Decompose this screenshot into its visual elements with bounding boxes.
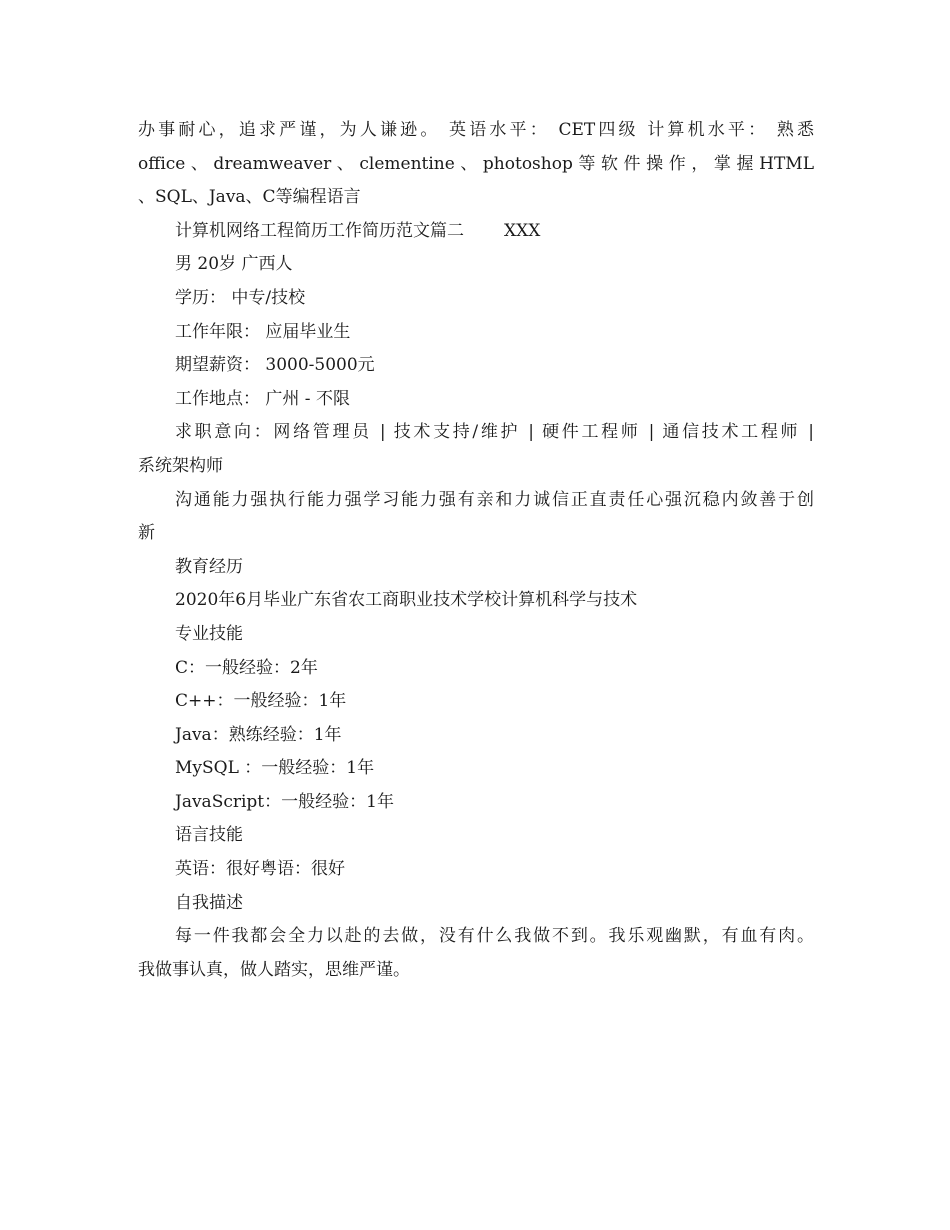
job-intention-line-2: 系统架构师	[138, 455, 223, 476]
traits-line-1: 沟通能力强执行能力强学习能力强有亲和力诚信正直责任心强沉稳内敛善于创	[175, 489, 814, 510]
education-heading: 教育经历	[175, 556, 243, 577]
document-page	[138, 114, 814, 987]
basic-info: 男 20岁 广西人	[175, 254, 293, 275]
resume-name: XXX	[504, 220, 541, 241]
language-heading: 语言技能	[175, 825, 243, 846]
skills-heading: 专业技能	[175, 623, 243, 644]
skill-item: C：一般经验：2年	[175, 657, 318, 678]
education-entry: 2020年6月毕业广东省农工商职业技术学校计算机科学与技术	[175, 590, 638, 611]
work-years: 工作年限： 应届毕业生	[175, 321, 351, 342]
job-intention-line-1: 求职意向：网络管理员 | 技术支持/维护 | 硬件工程师 | 通信技术工程师 |	[175, 422, 814, 443]
intro-line-2: office 、 dreamweaver 、 clementine 、 photoshop 等 软 件 操 作 ， 掌 握 HTML	[138, 153, 814, 174]
skill-item: Java：熟练经验：1年	[175, 724, 342, 745]
work-location: 工作地点： 广州 - 不限	[175, 388, 350, 409]
intro-line-3: 、SQL、Java、C等编程语言	[138, 187, 361, 208]
education-level: 学历： 中专/技校	[175, 287, 306, 308]
resume-title: 计算机网络工程简历工作简历范文篇二	[175, 220, 464, 241]
skill-item: C++：一般经验：1年	[175, 691, 347, 712]
self-description-line-1: 每一件我都会全力以赴的去做，没有什么我做不到。我乐观幽默，有血有肉。	[175, 926, 814, 947]
intro-line-1: 办事耐心，追求严谨，为人谦逊。 英语水平： CET四级 计算机水平： 熟悉	[138, 120, 814, 140]
skill-item: JavaScript：一般经验：1年	[175, 791, 394, 812]
skill-item: MySQL ：一般经验：1年	[175, 758, 375, 779]
traits-line-2: 新	[138, 523, 155, 544]
resume-title-line	[138, 215, 814, 249]
self-description-line-2: 我做事认真，做人踏实，思维严谨。	[138, 959, 410, 980]
language-skills: 英语：很好粤语：很好	[175, 859, 345, 880]
self-description-heading: 自我描述	[175, 892, 243, 913]
expected-salary: 期望薪资： 3000-5000元	[175, 355, 375, 376]
